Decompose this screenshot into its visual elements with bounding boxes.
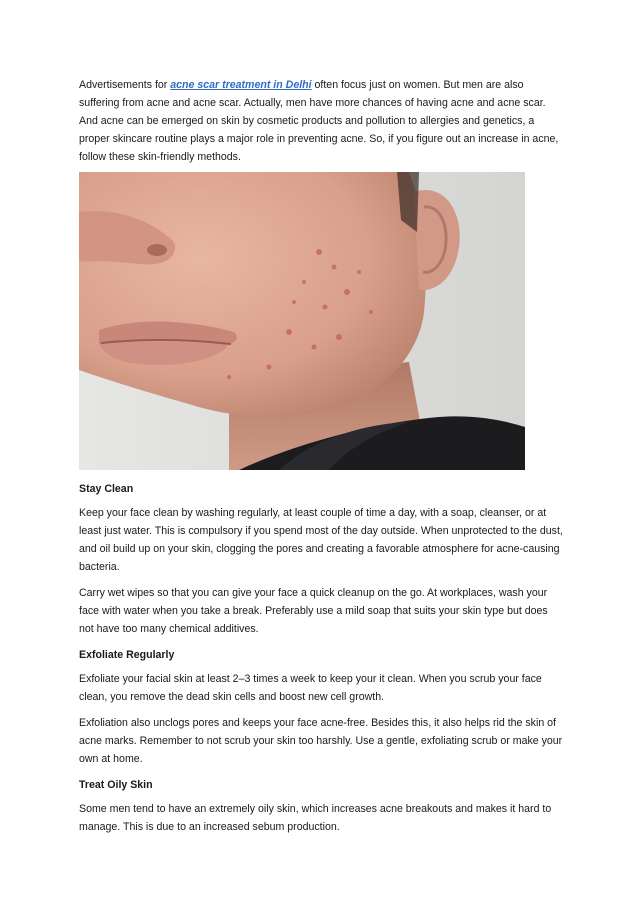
exfoliate-paragraph-2: Exfoliation also unclogs pores and keeps your face acne-free. Besides this, it also helps rid the skin of acne marks. Remember to not scrub your skin too harshly. Use a gentle, exfoliating scrub or make your own at home. xyxy=(79,717,563,765)
intro-text-end: often focus just on women. But men are also suffering from acne and acne scar. Actually, men have more chances of having acne and acne scar. And acne can be emerged on skin by cosmetic products and pollution to allergies and genetics, a proper skincare routine plays a major role in preventing acne. So, if you figure out an increase in acne, follow these skin-friendly methods. xyxy=(79,79,559,163)
intro-text-start: Advertisements for xyxy=(79,79,171,91)
exfoliate-paragraph-1: Exfoliate your facial skin at least 2–3 times a week to keep your it clean. When you scrub your face clean, you remove the dead skin cells and boost new cell growth. xyxy=(79,673,542,703)
stay-clean-paragraph-2: Carry wet wipes so that you can give your face a quick cleanup on the go. At workplaces, wash your face with water when you take a break. Preferably use a mild soap that suits your skin type but does not have too many chemical additives. xyxy=(79,587,548,635)
acne-face-photo xyxy=(79,172,525,470)
intro-paragraph xyxy=(79,76,565,166)
acne-scar-treatment-link[interactable]: acne scar treatment in Delhi xyxy=(170,79,312,91)
oily-skin-paragraph-1: Some men tend to have an extremely oily skin, which increases acne breakouts and makes it hard to manage. This is due to an increased sebum production. xyxy=(79,803,552,833)
heading-treat-oily-skin: Treat Oily Skin xyxy=(79,779,153,791)
article-body xyxy=(79,76,565,844)
heading-exfoliate-regularly: Exfoliate Regularly xyxy=(79,649,175,661)
stay-clean-paragraph-1: Keep your face clean by washing regularly, at least couple of time a day, with a soap, cleanser, or at least just water. This is compulsory if you spend most of the day outside. When unprotected to the dust, and oil build up on your skin, clogging the pores and creating a favorable atmosphere for acne-causing bacteria. xyxy=(79,507,563,573)
heading-stay-clean: Stay Clean xyxy=(79,483,134,495)
